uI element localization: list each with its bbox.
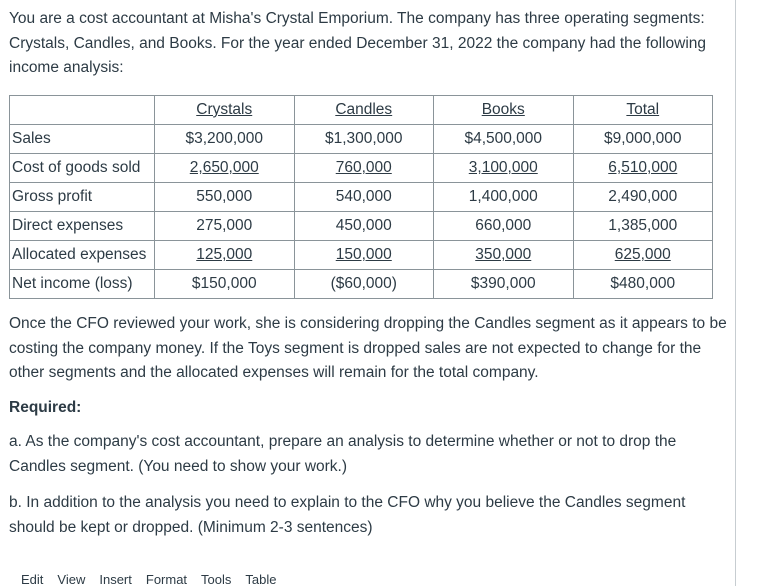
table-cell: [434, 183, 574, 212]
requirement-a: a. As the company's cost accountant, prepare an analysis to determine whether or not to drop the Candles segment. (You need to show your work.): [9, 433, 677, 475]
cell-value: 660,000: [475, 217, 532, 234]
table-cell: [294, 183, 434, 212]
row-label: Cost of goods sold: [10, 154, 155, 183]
table-cell: [294, 154, 434, 183]
table-row: [10, 270, 713, 299]
row-label: Sales: [10, 125, 155, 154]
table-cell: [294, 241, 434, 270]
menu-format[interactable]: Format: [145, 572, 188, 586]
cell-value: 150,000: [335, 246, 392, 263]
table-cell: [573, 241, 713, 270]
header-total: Total: [573, 96, 713, 125]
cell-value: 2,650,000: [189, 159, 259, 176]
cell-value: $9,000,000: [603, 130, 682, 147]
cell-value: 450,000: [335, 217, 392, 234]
requirement-b: b. In addition to the analysis you need to explain to the CFO why you believe the Candles segment should be kept or dropped. (Minimum 2-3 sentences): [9, 494, 686, 536]
table-cell: [434, 241, 574, 270]
table-body: [10, 125, 713, 299]
table-cell: [434, 154, 574, 183]
header-crystals: Crystals: [155, 96, 295, 125]
table-cell: [573, 212, 713, 241]
header-candles: Candles: [294, 96, 434, 125]
cell-value: 550,000: [196, 188, 253, 205]
table-row: [10, 212, 713, 241]
cell-value: 3,100,000: [468, 159, 538, 176]
cell-value: $4,500,000: [464, 130, 543, 147]
row-label: Direct expenses: [10, 212, 155, 241]
table-cell: [434, 125, 574, 154]
cell-value: $3,200,000: [185, 130, 264, 147]
table-header-row: [10, 96, 713, 125]
cell-value: 125,000: [196, 246, 253, 263]
table-row: [10, 154, 713, 183]
cell-value: $480,000: [610, 275, 676, 292]
menu-edit[interactable]: Edit: [21, 572, 44, 586]
content-right-border: [735, 0, 736, 586]
cell-value: 350,000: [475, 246, 532, 263]
table-cell: [294, 212, 434, 241]
cell-value: 1,400,000: [468, 188, 538, 205]
row-label: Net income (loss): [10, 270, 155, 299]
cell-value: 625,000: [614, 246, 671, 263]
table-cell: [155, 154, 295, 183]
cfo-paragraph: Once the CFO reviewed your work, she is considering dropping the Candles segment as it appears to be costing the company money. If the Toys segment is dropped sales are not expected to change for the other segments and the allocated expenses will remain for the total company.: [9, 315, 727, 381]
table-cell: [155, 241, 295, 270]
menu-insert[interactable]: Insert: [99, 572, 132, 586]
cell-value: 2,490,000: [608, 188, 678, 205]
cell-value: $390,000: [470, 275, 536, 292]
cell-value: 275,000: [196, 217, 253, 234]
cell-value: $150,000: [191, 275, 257, 292]
table-row: [10, 125, 713, 154]
row-label: Gross profit: [10, 183, 155, 212]
table-cell: [434, 270, 574, 299]
table-cell: [155, 183, 295, 212]
table-cell: [573, 270, 713, 299]
menu-tools[interactable]: Tools: [201, 572, 232, 586]
table-cell: [155, 125, 295, 154]
cell-value: 6,510,000: [608, 159, 678, 176]
table-cell: [155, 270, 295, 299]
menu-table[interactable]: Table: [245, 572, 277, 586]
table-cell: [573, 125, 713, 154]
cell-value: 760,000: [335, 159, 392, 176]
intro-paragraph: You are a cost accountant at Misha's Crystal Emporium. The company has three operating segments: Crystals, Candles, and Books. For the year ended December 31, 2022 the company had the following income analysis:: [9, 10, 707, 76]
row-label: Allocated expenses: [10, 241, 155, 270]
table-cell: [434, 212, 574, 241]
table-cell: [573, 154, 713, 183]
income-analysis-table: [9, 95, 713, 299]
header-books: Books: [434, 96, 574, 125]
table-cell: [573, 183, 713, 212]
header-blank-cell: [10, 96, 155, 125]
table-cell: [155, 212, 295, 241]
table-row: [10, 183, 713, 212]
table-cell: [294, 270, 434, 299]
cell-value: 1,385,000: [608, 217, 678, 234]
editor-menubar: [21, 572, 290, 586]
cell-value: ($60,000): [330, 275, 397, 292]
table-row: [10, 241, 713, 270]
menu-view[interactable]: View: [57, 572, 86, 586]
cell-value: 540,000: [335, 188, 392, 205]
table-cell: [294, 125, 434, 154]
required-label: Required:: [9, 399, 82, 416]
cell-value: $1,300,000: [324, 130, 403, 147]
